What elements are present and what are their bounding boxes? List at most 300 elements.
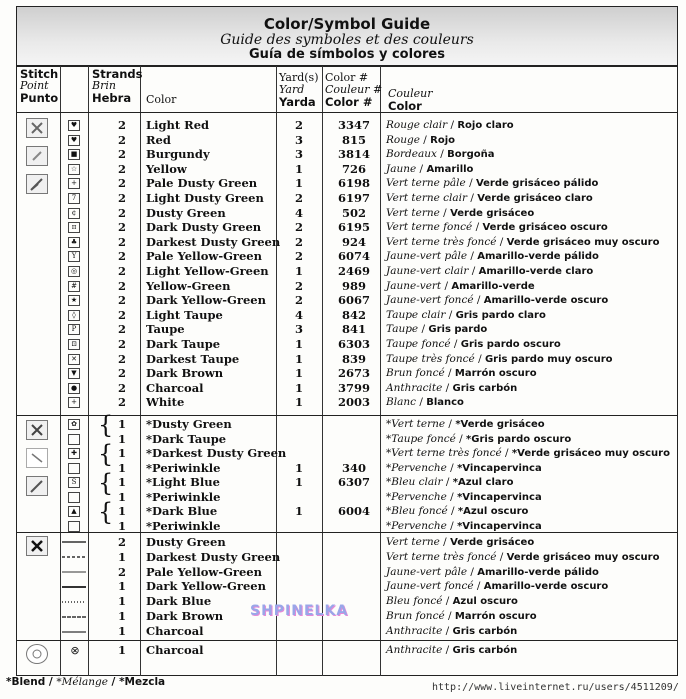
num-es: Color # (325, 95, 373, 109)
symbol-icon (68, 463, 80, 474)
color-name-cell: Charcoal (146, 643, 204, 657)
french-name: Jaune-vert clair (386, 265, 469, 277)
symbol-icon: ♥ (68, 120, 80, 131)
french-name: Taupe (386, 323, 419, 336)
table-row (16, 417, 678, 432)
color-name-cell: Red (146, 132, 171, 147)
color-number-cell: 340 (341, 460, 366, 475)
table-row (16, 322, 678, 337)
color-name-cell: Charcoal (146, 623, 204, 638)
color-number-cell: 3347 (337, 118, 370, 132)
color-number-cell: 839 (341, 351, 366, 366)
color-name-cell: *Periwinkle (146, 489, 221, 504)
color-number-cell: 502 (341, 205, 366, 220)
french-name: Jaune-vert (386, 279, 442, 292)
strands-column-header (92, 68, 142, 104)
spanish-name: Gris carbón (452, 645, 518, 656)
translation-cell: Brun foncé / Marrón oscuro (386, 367, 537, 380)
strands-cell: 2 (117, 264, 126, 278)
translation-cell: Anthracite / Gris carbón (386, 624, 518, 637)
french-name: Vert terne (386, 536, 440, 548)
yard-cell: 1 (294, 176, 303, 191)
french-name: *Taupe foncé (386, 432, 456, 445)
yard-cell: 1 (294, 337, 303, 351)
color-number-cell: 6197 (337, 191, 370, 205)
french-name: Vert terne (386, 206, 440, 219)
color-number-cell: 6303 (337, 337, 370, 351)
color-name-cell: White (146, 395, 185, 410)
strands-cell: 1 (117, 489, 126, 504)
color-number-cell: 6307 (337, 475, 370, 489)
french-name: *Bleu clair (386, 476, 443, 488)
blend-footnote: *Blend / *Mélange / *Mezcla (6, 676, 166, 688)
spanish-name: Verde grisáceo muy oscuro (506, 551, 660, 563)
translation-cell: *Bleu foncé / *Azul oscuro (386, 505, 529, 517)
spanish-name: Gris pardo claro (455, 309, 546, 321)
table-row (16, 432, 678, 447)
translation-cell: Vert terne pâle / Verde grisáceo pálido (386, 177, 599, 190)
color-number-cell: 2469 (337, 264, 370, 278)
symbol-icon: # (68, 281, 80, 292)
symbol-icon: ▼ (68, 368, 80, 379)
symbol-icon: ⊡ (68, 339, 80, 350)
strands-cell: 2 (117, 118, 126, 132)
yard-cell: 3 (294, 322, 303, 337)
spanish-name: *Azul oscuro (457, 506, 529, 517)
strands-cell: 2 (117, 395, 126, 410)
french-name: Vert terne foncé (386, 221, 473, 234)
color-number-cell: 3814 (337, 147, 370, 162)
color-name-cell: *Darkest Dusty Green (146, 446, 287, 460)
translation-cell: Taupe très foncé / Gris pardo muy oscuro (386, 352, 613, 365)
color-name-cell: Dark Brown (146, 609, 224, 623)
color-number-cell: 841 (341, 322, 366, 337)
french-name: Jaune-vert foncé (386, 294, 474, 307)
couleur-fr: Couleur (388, 87, 433, 100)
strands-cell: 1 (117, 431, 126, 446)
symbol-icon (68, 521, 80, 532)
spanish-name: Verde grisáceo (450, 537, 535, 548)
symbol-icon: ✕ (68, 354, 80, 365)
symbol-icon (68, 492, 80, 503)
color-name-cell: *Periwinkle (146, 518, 221, 533)
spanish-name: Amarillo-verde pálido (477, 251, 599, 263)
blend-brace: { (98, 498, 114, 526)
table-row (16, 550, 678, 565)
table-row (16, 162, 678, 177)
symbol-icon: Y (68, 251, 80, 262)
source-url: http://www.liveinternet.ru/users/4511209/ (432, 682, 679, 693)
number-column-header (325, 72, 382, 108)
color-name-cell: Burgundy (146, 147, 210, 162)
color-name-cell: Darkest Taupe (146, 351, 240, 366)
symbol-icon: ☆ (68, 164, 80, 175)
color-name-cell: Charcoal (146, 380, 204, 395)
spanish-name: Borgoña (447, 149, 495, 161)
table-row (16, 395, 678, 410)
color-number-cell: 842 (341, 307, 366, 322)
yard-cell: 2 (294, 220, 303, 235)
table-row (16, 579, 678, 594)
french-name: Jaune-vert foncé (386, 580, 474, 593)
translation-cell: *Taupe foncé / *Gris pardo oscuro (386, 432, 572, 445)
translation-cell: *Pervenche / *Vincapervinca (386, 490, 542, 503)
spanish-name: Rojo (430, 134, 456, 146)
spanish-name: Verde grisáceo muy oscuro (506, 236, 660, 248)
footnote-fr: *Mélange (56, 676, 108, 688)
color-en: Color (146, 93, 177, 106)
table-row (16, 118, 678, 133)
table-row (16, 235, 678, 250)
strands-cell: 1 (117, 623, 126, 638)
strands-cell: 1 (117, 460, 126, 475)
symbol-icon: + (68, 178, 80, 189)
strands-cell: 2 (117, 220, 126, 235)
spanish-name: Amarillo (426, 163, 474, 175)
table-row (16, 206, 678, 221)
spanish-name: Azul oscuro (452, 596, 518, 608)
spanish-name: Gris carbón (452, 625, 518, 637)
strands-cell: 2 (117, 322, 126, 337)
strands-cell: 2 (117, 234, 126, 249)
table-row (16, 220, 678, 235)
translation-cell: *Pervenche / *Vincapervinca (386, 519, 542, 532)
spanish-name: *Vincapervinca (457, 491, 542, 503)
french-name: Taupe très foncé (386, 352, 475, 365)
color-name-cell: *Dusty Green (146, 417, 232, 431)
strands-es: Hebra (92, 91, 132, 105)
spanish-name: Gris carbón (452, 382, 518, 394)
yard-cell: 2 (294, 118, 303, 132)
table-row (16, 461, 678, 476)
translation-cell: Jaune / Amarillo (386, 162, 474, 175)
spanish-name: Verde grisáceo (450, 207, 535, 219)
french-name: *Vert terne (386, 418, 446, 430)
table-row (16, 147, 678, 162)
color-name-cell: Dark Yellow-Green (146, 579, 266, 594)
symbol-icon (68, 434, 80, 445)
symbol-icon: P (68, 324, 80, 335)
blend-brace: { (98, 411, 114, 439)
translation-cell: Jaune-vert foncé / Amarillo-verde oscuro (386, 580, 609, 593)
yard-cell: 2 (294, 293, 303, 308)
table-row (16, 191, 678, 206)
symbol-icon: ● (68, 383, 80, 394)
blend-brace: { (98, 469, 114, 497)
translation-cell: Brun foncé / Marrón oscuro (386, 610, 537, 622)
spanish-name: Amarillo-verde pálido (477, 566, 599, 578)
french-name: Taupe clair (386, 308, 446, 321)
strands-cell: 1 (117, 475, 126, 489)
couleur-es: Color (388, 99, 422, 113)
yard-cell: 2 (294, 191, 303, 205)
table-row (16, 308, 678, 323)
strands-cell: 2 (117, 132, 126, 147)
translation-cell: Vert terne foncé / Verde grisáceo oscuro (386, 221, 608, 234)
color-name-cell: *Dark Blue (146, 504, 218, 518)
spanish-name: Amarillo-verde (451, 280, 535, 292)
spanish-name: Verde grisáceo claro (477, 193, 593, 204)
spanish-name: *Vincapervinca (457, 462, 542, 474)
header-title-es: Guía de símbolos y colores (249, 47, 445, 62)
strands-cell: 2 (117, 161, 126, 176)
footnote-es: *Mezcla (119, 676, 166, 688)
strands-cell: 1 (117, 504, 126, 518)
spanish-name: Gris pardo muy oscuro (484, 353, 613, 365)
strands-en: Strands (92, 67, 143, 81)
translation-cell: Taupe / Gris pardo (386, 323, 488, 336)
translation-cell: Jaune-vert clair / Amarillo-verde claro (386, 265, 594, 277)
section-divider (16, 415, 678, 416)
strands-cell: 2 (117, 380, 126, 395)
strands-cell: 1 (117, 594, 126, 609)
french-name: Brun foncé (386, 610, 445, 622)
table-row (16, 176, 678, 191)
strands-cell: 2 (117, 249, 126, 264)
watermark: SHPINELKA (250, 603, 349, 619)
table-row (16, 133, 678, 148)
translation-cell: Bleu foncé / Azul oscuro (386, 595, 518, 608)
translation-cell: Blanc / Blanco (386, 396, 464, 409)
french-name: Anthracite (386, 624, 443, 637)
spanish-name: Blanco (426, 397, 464, 409)
stitch-column-header (20, 68, 58, 104)
strands-cell: 2 (117, 337, 126, 351)
translation-cell: Jaune-vert pâle / Amarillo-verde pálido (386, 250, 599, 263)
translation-cell: Taupe foncé / Gris pardo oscuro (386, 338, 561, 350)
color-name-cell: Light Yellow-Green (146, 264, 269, 278)
translation-cell: Rouge / Rojo (386, 133, 456, 146)
stitch-fr: Point (20, 79, 49, 92)
translation-cell: Jaune-vert / Amarillo-verde (386, 279, 535, 292)
table-row (16, 446, 678, 461)
color-name-cell: Dark Brown (146, 366, 224, 381)
color-name-cell: Yellow-Green (146, 278, 231, 293)
french-name: Anthracite (386, 381, 443, 394)
header-divider (16, 112, 678, 113)
color-name-cell: Light Taupe (146, 307, 223, 322)
color-name-cell: Darkest Dusty Green (146, 549, 281, 564)
spanish-name: *Gris pardo oscuro (466, 433, 572, 445)
strands-cell: 2 (117, 564, 126, 579)
color-name-cell: Dark Yellow-Green (146, 293, 266, 308)
french-name: *Pervenche (386, 519, 447, 532)
color-name-cell: Dusty Green (146, 535, 226, 549)
symbol-icon: + (68, 397, 80, 408)
color-name-cell: *Periwinkle (146, 460, 221, 475)
table-row (16, 293, 678, 308)
blend-brace: { (98, 440, 114, 468)
yard-cell: 1 (294, 264, 303, 278)
symbol-icon: S (68, 477, 80, 488)
table-row (16, 366, 678, 381)
yard-cell: 2 (294, 278, 303, 293)
color-number-cell: 924 (341, 234, 366, 249)
color-name-cell: Yellow (146, 161, 187, 176)
symbol-icon: ¢ (68, 208, 80, 219)
yard-cell: 1 (294, 366, 303, 381)
french-name: Vert terne très foncé (386, 235, 497, 248)
strands-cell: 2 (117, 205, 126, 220)
yard-cell: 1 (294, 161, 303, 176)
color-column-header (146, 94, 176, 106)
french-name: Taupe foncé (386, 338, 451, 350)
spanish-name: Verde grisáceo pálido (475, 178, 599, 190)
strands-cell: 2 (117, 366, 126, 381)
translation-cell: *Vert terne très foncé / *Verde grisáceo muy oscuro (386, 447, 670, 459)
translation-cell: *Vert terne / *Verde grisáceo (386, 418, 545, 430)
table-row (16, 337, 678, 352)
footnote-en: *Blend (6, 676, 46, 688)
yard-en: Yard(s) (279, 71, 319, 84)
strands-cell: 1 (117, 643, 126, 657)
yard-cell: 3 (294, 147, 303, 162)
color-name-cell: *Light Blue (146, 475, 220, 489)
translation-cell: Jaune-vert foncé / Amarillo-verde oscuro (386, 294, 609, 307)
table-row (16, 504, 678, 519)
french-name: Anthracite (386, 644, 443, 656)
couleur-column-header (388, 88, 433, 112)
translation-cell: Vert terne clair / Verde grisáceo claro (386, 192, 593, 204)
color-number-cell: 2673 (337, 366, 370, 381)
spanish-name: *Vincapervinca (457, 520, 542, 532)
strands-cell: 1 (117, 549, 126, 564)
num-fr: Couleur # (325, 83, 383, 96)
knot-symbol-icon: ⊗ (70, 644, 80, 657)
strands-cell: 2 (117, 278, 126, 293)
strands-cell: 2 (117, 535, 126, 549)
french-name: Bleu foncé (386, 595, 443, 608)
strands-cell: 1 (117, 579, 126, 594)
french-name: Rouge clair (386, 119, 448, 131)
yard-cell: 1 (294, 380, 303, 395)
color-number-cell: 2003 (337, 395, 370, 410)
translation-cell: Anthracite / Gris carbón (386, 381, 518, 394)
translation-cell: Vert terne / Verde grisáceo (386, 206, 535, 219)
color-number-cell: 6074 (337, 249, 370, 264)
table-row (16, 624, 678, 639)
spanish-name: Marrón oscuro (454, 611, 537, 622)
yard-cell: 1 (294, 504, 303, 518)
spanish-name: *Azul claro (452, 477, 514, 488)
symbol-icon: 7 (68, 193, 80, 204)
symbol-icon: ◊ (68, 310, 80, 321)
strands-fr: Brin (92, 79, 116, 92)
spanish-name: Gris pardo oscuro (460, 339, 561, 350)
yard-column-header (279, 72, 319, 108)
translation-cell: Anthracite / Gris carbón (386, 644, 518, 656)
yard-cell: 2 (294, 249, 303, 264)
french-name: *Pervenche (386, 490, 447, 503)
french-knot-row (16, 643, 678, 658)
french-name: Jaune-vert pâle (386, 565, 468, 578)
yard-cell: 1 (294, 395, 303, 410)
table-row (16, 490, 678, 505)
table-row (16, 535, 678, 550)
strands-cell: 2 (117, 176, 126, 191)
spanish-name: Gris pardo (428, 324, 488, 336)
french-name: Blanc (386, 396, 416, 409)
french-name: Bordeaux (386, 148, 437, 161)
symbol-icon: ✚ (68, 448, 80, 459)
french-name: Jaune (386, 162, 417, 175)
symbol-icon: ■ (68, 149, 80, 160)
symbol-icon: ▲ (68, 506, 80, 517)
table-row (16, 519, 678, 534)
color-name-cell: Taupe (146, 322, 185, 337)
strands-cell: 2 (117, 293, 126, 308)
table-row (16, 264, 678, 279)
table-row (16, 352, 678, 367)
spanish-name: *Verde grisáceo muy oscuro (511, 448, 670, 459)
table-row (16, 279, 678, 294)
symbol-icon: ✿ (68, 419, 80, 430)
translation-cell: *Pervenche / *Vincapervinca (386, 461, 542, 474)
yard-es: Yarda (279, 95, 316, 109)
yard-cell: 1 (294, 460, 303, 475)
strands-cell: 2 (117, 307, 126, 322)
french-name: Brun foncé (386, 367, 445, 380)
yard-cell: 3 (294, 132, 303, 147)
translation-cell: Rouge clair / Rojo claro (386, 119, 514, 131)
yard-cell: 1 (294, 351, 303, 366)
color-number-cell: 6195 (337, 220, 370, 235)
spanish-name: Verde grisáceo oscuro (482, 222, 608, 234)
translation-cell: *Bleu clair / *Azul claro (386, 476, 514, 488)
translation-cell: Jaune-vert pâle / Amarillo-verde pálido (386, 565, 599, 578)
color-number-cell: 815 (341, 132, 366, 147)
spanish-name: Amarillo-verde oscuro (483, 295, 609, 307)
spanish-name: Marrón oscuro (454, 368, 537, 380)
guide-header (16, 6, 678, 66)
french-name: Vert terne clair (386, 192, 468, 204)
translation-cell: Vert terne très foncé / Verde grisáceo muy oscuro (386, 235, 660, 248)
french-name: *Vert terne très foncé (386, 447, 502, 459)
header-title-fr: Guide des symboles et des couleurs (220, 32, 474, 48)
color-name-cell: Darkest Dusty Green (146, 234, 281, 249)
french-name: Vert terne très foncé (386, 550, 497, 563)
symbol-icon: ♣ (68, 237, 80, 248)
table-row (16, 381, 678, 396)
yard-cell: 4 (294, 307, 303, 322)
french-name: Vert terne pâle (386, 177, 466, 190)
spanish-name: Rojo claro (457, 120, 514, 131)
color-number-cell: 989 (341, 278, 366, 293)
strands-cell: 1 (117, 446, 126, 460)
color-number-cell: 6067 (337, 293, 370, 308)
symbol-icon: ♥ (68, 135, 80, 146)
color-number-cell: 726 (341, 161, 366, 176)
stitch-es: Punto (20, 91, 59, 105)
color-name-cell: Pale Yellow-Green (146, 564, 262, 579)
strands-cell: 2 (117, 351, 126, 366)
color-name-cell: Pale Dusty Green (146, 176, 258, 191)
header-title-en: Color/Symbol Guide (263, 15, 431, 33)
symbol-icon: π (68, 222, 80, 233)
color-name-cell: Dark Taupe (146, 337, 221, 351)
num-en: Color # (325, 71, 369, 84)
yard-cell: 1 (294, 475, 303, 489)
yard-cell: 4 (294, 205, 303, 220)
color-number-cell: 6004 (337, 504, 370, 518)
yard-cell: 2 (294, 234, 303, 249)
strands-cell: 2 (117, 191, 126, 205)
french-name: Rouge (386, 133, 420, 146)
yard-fr: Yard (279, 83, 305, 96)
symbol-icon: ★ (68, 295, 80, 306)
french-name: *Bleu foncé (386, 505, 448, 517)
translation-cell: Taupe clair / Gris pardo claro (386, 308, 546, 321)
